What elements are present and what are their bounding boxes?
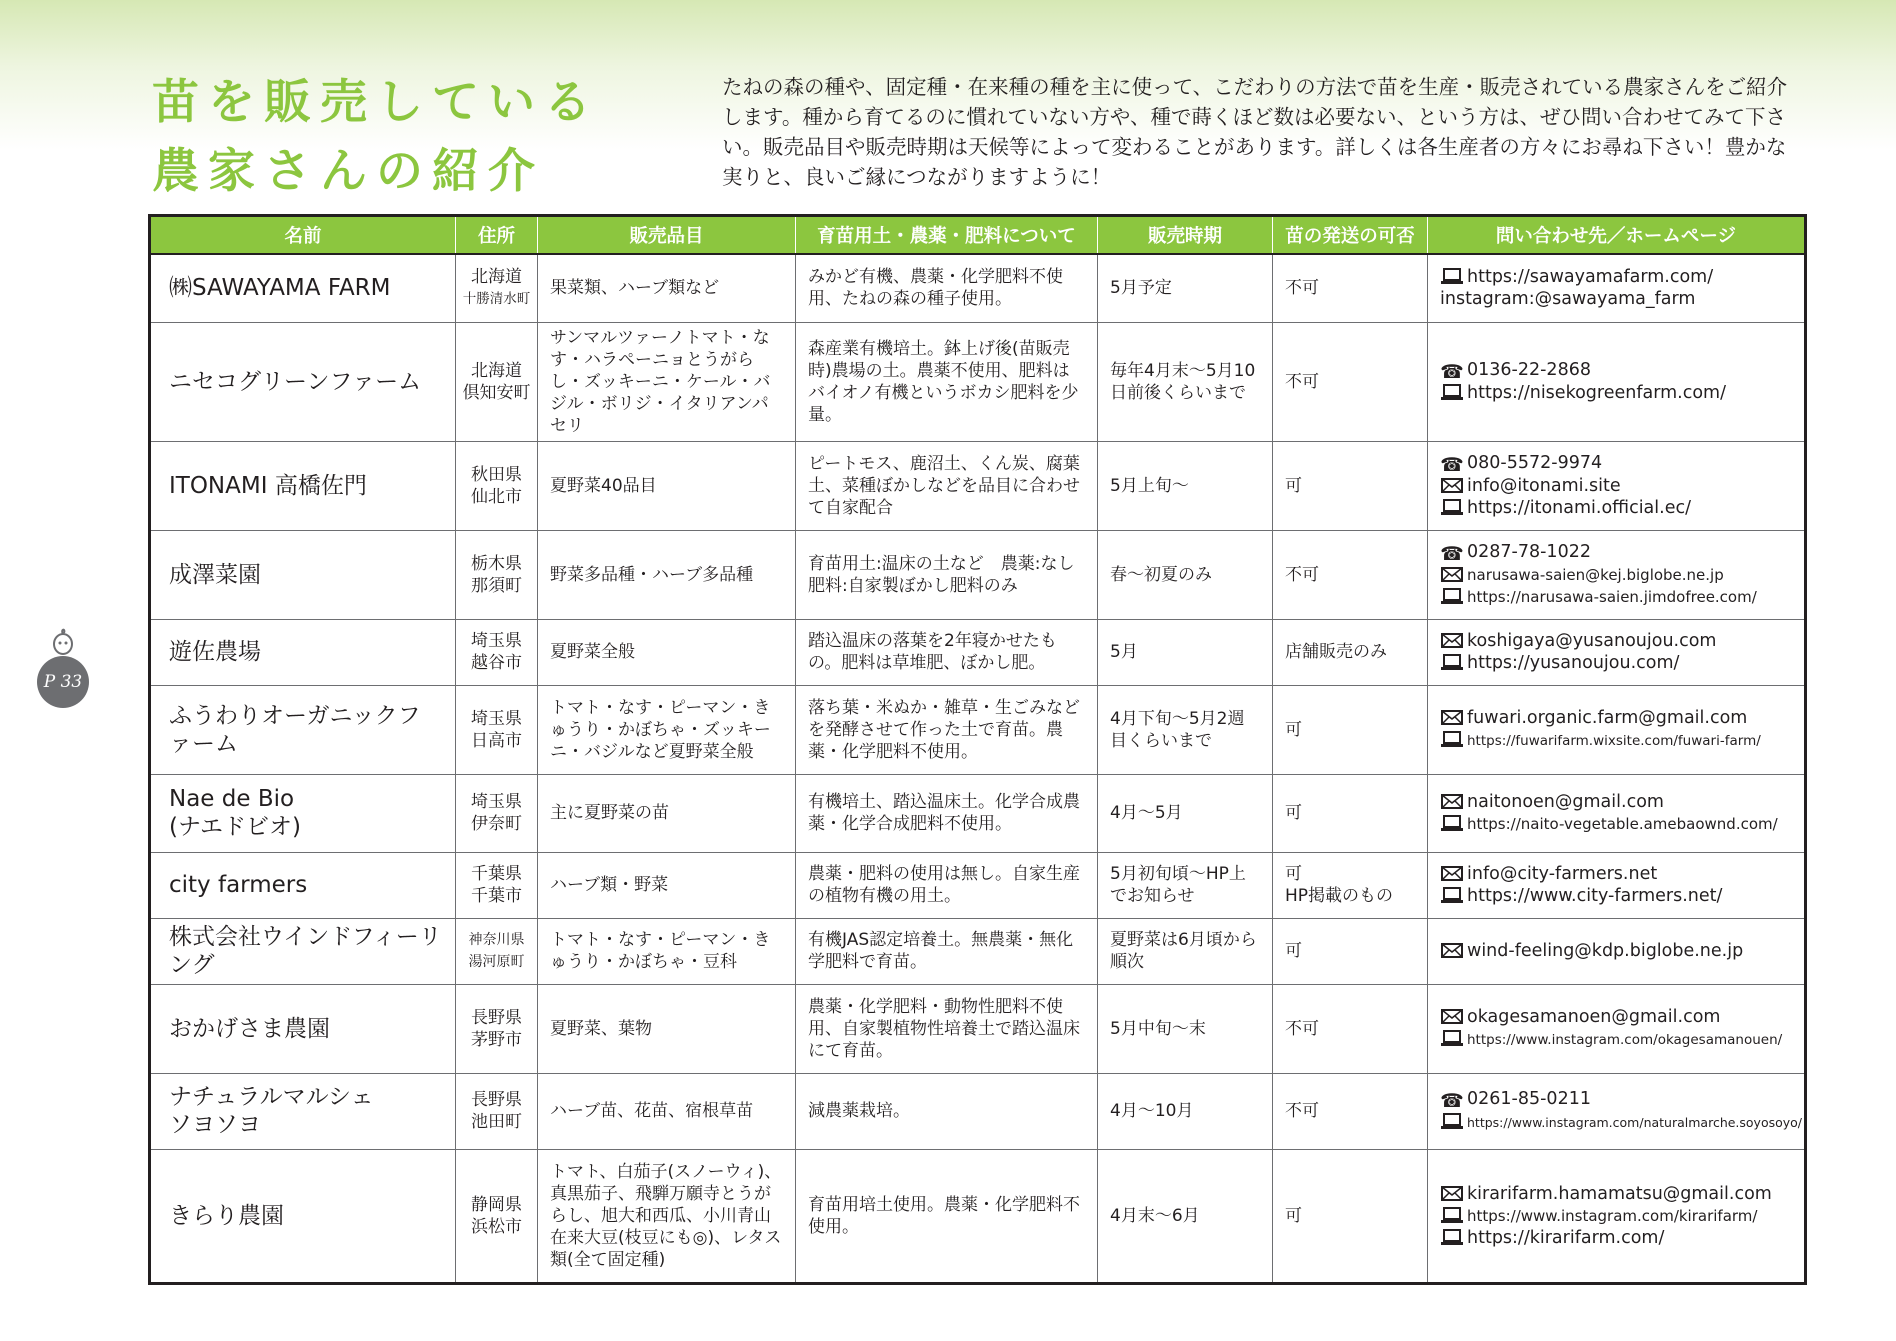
mail-icon [1440,565,1464,583]
shipping-availability: 可 [1273,441,1428,530]
website-link[interactable]: https://yusanoujou.com/ [1467,653,1680,673]
shipping-availability: 可 [1273,1149,1428,1283]
mail-icon [1440,941,1464,959]
sale-items: 夏野菜全般 [538,619,796,685]
table-row [150,685,1806,774]
email-address[interactable]: koshigaya@yusanoujou.com [1467,631,1717,651]
soil-info: 育苗用培土使用。農薬・化学肥料不使用。 [796,1149,1098,1283]
mail-icon [1440,792,1464,810]
sale-season: 毎年4月末～5月10日前後くらいまで [1098,322,1273,441]
contact-cell [1428,1073,1806,1149]
soil-info: 踏込温床の落葉を2年寝かせたもの。肥料は草堆肥、ぼかし肥。 [796,619,1098,685]
sale-items: 主に夏野菜の苗 [538,774,796,852]
farm-address: 長野県 茅野市 [456,984,538,1073]
email-address[interactable]: naitonoen@gmail.com [1467,792,1664,812]
sale-items: トマト、白茄子(スノーウィ)、真黒茄子、飛騨万願寺とうがらし、旭大和西瓜、小川青山在来大豆(枝豆にも◎)、レタス類(全て固定種) [538,1149,796,1283]
sale-items: サンマルツァーノトマト・なす・ハラペーニョとうがらし・ズッキーニ・ケール・バジル・ボリジ・イタリアンパセリ [538,322,796,441]
farm-address: 秋田県 仙北市 [456,441,538,530]
phone-icon: ☎ [1440,361,1464,383]
page-title-line-1: 苗を販売している [152,75,600,130]
farm-name: city farmers [150,852,456,918]
mail-icon [1440,708,1464,726]
soil-info: ピートモス、鹿沼土、くん炭、腐葉土、菜種ぼかしなどを品目に合わせて自家配合 [796,441,1098,530]
laptop-icon [1440,587,1464,605]
header-shipping: 苗の発送の可否 [1273,216,1428,255]
website-link[interactable]: https://fuwarifarm.wixsite.com/fuwari-farm/ [1467,733,1761,749]
mail-icon [1440,864,1464,882]
farm-address: 千葉県 千葉市 [456,852,538,918]
shipping-availability: 不可 [1273,1073,1428,1149]
sale-items: 夏野菜、葉物 [538,984,796,1073]
contact-cell [1428,322,1806,441]
phone-icon: ☎ [1440,1090,1464,1112]
farm-address: 長野県 池田町 [456,1073,538,1149]
website-link[interactable]: https://nisekogreenfarm.com/ [1467,383,1726,403]
sale-items: ハーブ類・野菜 [538,852,796,918]
contact-cell [1428,441,1806,530]
sale-season: 5月予定 [1098,254,1273,322]
shipping-availability: 可 [1273,918,1428,984]
website-link[interactable]: https://narusawa-saien.jimdofree.com/ [1467,588,1757,606]
laptop-icon [1440,267,1464,285]
phone-number[interactable]: 0261-85-0211 [1467,1089,1591,1109]
farm-name: 遊佐農場 [150,619,456,685]
sale-season: 夏野菜は6月頃から順次 [1098,918,1273,984]
table-row [150,852,1806,918]
sale-season: 5月中旬～末 [1098,984,1273,1073]
farm-address: 北海道 十勝清水町 [456,254,538,322]
farm-name: おかげさま農園 [150,984,456,1073]
table-row [150,530,1806,619]
phone-icon: ☎ [1440,454,1464,476]
laptop-icon [1440,730,1464,748]
laptop-icon [1440,886,1464,904]
table-row [150,1149,1806,1283]
soil-info: 農薬・肥料の使用は無し。自家生産の植物有機の用土。 [796,852,1098,918]
email-address[interactable]: kirarifarm.hamamatsu@gmail.com [1467,1183,1772,1204]
phone-number[interactable]: 0287-78-1022 [1467,542,1591,562]
table-row [150,918,1806,984]
email-address[interactable]: wind-feeling@kdp.biglobe.ne.jp [1467,941,1744,961]
page-number-badge [33,628,93,708]
table-row [150,619,1806,685]
laptop-icon [1440,1228,1464,1246]
website-link[interactable]: https://www.city-farmers.net/ [1467,886,1723,906]
shipping-availability: 店舗販売のみ [1273,619,1428,685]
farm-table [148,214,1807,1285]
sale-season: 5月 [1098,619,1273,685]
farm-address: 埼玉県 越谷市 [456,619,538,685]
sale-season: 春～初夏のみ [1098,530,1273,619]
website-link[interactable]: https://sawayamafarm.com/ [1467,267,1714,288]
header-name: 名前 [150,216,456,255]
farm-address: 栃木県 那須町 [456,530,538,619]
laptop-icon [1440,1206,1464,1224]
header-contact: 問い合わせ先／ホームページ [1428,216,1806,255]
farm-name: 成澤菜園 [150,530,456,619]
table-row [150,254,1806,322]
table-row [150,441,1806,530]
farm-address: 神奈川県 湯河原町 [456,918,538,984]
sale-season: 4月下旬～5月2週目くらいまで [1098,685,1273,774]
contact-cell [1428,254,1806,322]
shipping-availability: 可 [1273,685,1428,774]
website-link[interactable]: https://naito-vegetable.amebaownd.com/ [1467,815,1778,833]
soil-info: 農薬・化学肥料・動物性肥料不使用、自家製植物性培養土で踏込温床にて育苗。 [796,984,1098,1073]
laptop-icon [1440,498,1464,516]
contact-cell [1428,918,1806,984]
website-link[interactable]: https://www.instagram.com/okagesamanouen/ [1467,1032,1783,1048]
intro-paragraph: たねの森の種や、固定種・在来種の種を主に使って、こだわりの方法で苗を生産・販売されている農家さんをご紹介します。種から育てるのに慣れていない方や、種で蒔くほど数は必要ない、という方は、ぜひ問い合わせてみて下さい。販売品目や販売時期は天候等によって変わることがあります。詳しくは各生産者の方々にお尋ね下さい！豊かな実りと、良いご縁につながりますように！ [722,75,1788,189]
contact-cell [1428,852,1806,918]
sale-season: 5月上旬～ [1098,441,1273,530]
farm-address: 埼玉県 日高市 [456,685,538,774]
farm-name: 株式会社ウインドフィーリング [150,918,456,984]
table-row [150,774,1806,852]
header-address: 住所 [456,216,538,255]
sale-items: トマト・なす・ピーマン・きゅうり・かぼちゃ・豆科 [538,918,796,984]
laptop-icon [1440,1112,1464,1130]
shipping-availability: 不可 [1273,254,1428,322]
header-items: 販売品目 [538,216,796,255]
phone-number[interactable]: 0136-22-2868 [1467,360,1591,380]
mail-icon [1440,476,1464,494]
sale-items: 果菜類、ハーブ類など [538,254,796,322]
shipping-availability: 不可 [1273,984,1428,1073]
header-season: 販売時期 [1098,216,1273,255]
soil-info: 育苗用土:温床の土など 農薬:なし 肥料:自家製ぼかし肥料のみ [796,530,1098,619]
soil-info: 森産業有機培土。鉢上げ後(苗販売時)農場の土。農薬不使用、肥料はバイオノ有機というボカシ肥料を少量。 [796,322,1098,441]
email-address[interactable]: info@city-farmers.net [1467,864,1658,884]
contact-cell [1428,984,1806,1073]
phone-number[interactable]: 080-5572-9974 [1467,453,1603,473]
sale-items: 夏野菜40品目 [538,441,796,530]
website-link[interactable]: https://kirarifarm.com/ [1467,1227,1665,1248]
soil-info: 有機培土、踏込温床土。化学合成農薬・化学合成肥料不使用。 [796,774,1098,852]
mail-icon [1440,1184,1464,1202]
soil-info: 落ち葉・米ぬか・雑草・生ごみなどを発酵させて作った土で育苗。農薬・化学肥料不使用。 [796,685,1098,774]
mail-icon [1440,631,1464,649]
sale-season: 4月～5月 [1098,774,1273,852]
shipping-availability: 可 [1273,774,1428,852]
farm-name: ㈱SAWAYAMA FARM [150,254,456,322]
page-number: P 33 [37,656,89,708]
laptop-icon [1440,814,1464,832]
email-address[interactable]: fuwari.organic.farm@gmail.com [1467,708,1748,728]
farm-address: 埼玉県 伊奈町 [456,774,538,852]
page-title [152,68,600,206]
contact-cell [1428,774,1806,852]
email-address[interactable]: narusawa-saien@kej.biglobe.ne.jp [1467,566,1724,584]
table-row [150,1073,1806,1149]
shipping-availability: 不可 [1273,530,1428,619]
mail-icon [1440,1007,1464,1025]
table-header-row [150,216,1806,255]
farm-name: きらり農園 [150,1149,456,1283]
sale-items: トマト・なす・ピーマン・きゅうり・かぼちゃ・ズッキーニ・バジルなど夏野菜全般 [538,685,796,774]
website-link[interactable]: https://itonami.official.ec/ [1467,498,1691,518]
soil-info: みかど有機、農薬・化学肥料不使用、たねの森の種子使用。 [796,254,1098,322]
sale-items: 野菜多品種・ハーブ多品種 [538,530,796,619]
soil-info: 減農薬栽培。 [796,1073,1098,1149]
header-soil: 育苗用土・農薬・肥料について [796,216,1098,255]
sale-season: 4月～10月 [1098,1073,1273,1149]
sale-season: 5月初旬頃～HP上でお知らせ [1098,852,1273,918]
laptop-icon [1440,653,1464,671]
contact-cell [1428,685,1806,774]
farm-name: Nae de Bio (ナエドビオ) [150,774,456,852]
contact-cell [1428,1149,1806,1283]
contact-cell [1428,619,1806,685]
instagram-handle[interactable]: instagram:@sawayama_farm [1440,289,1696,310]
email-address[interactable]: okagesamanoen@gmail.com [1467,1007,1721,1027]
sale-items: ハーブ苗、花苗、宿根草苗 [538,1073,796,1149]
farm-address: 静岡県 浜松市 [456,1149,538,1283]
contact-cell [1428,530,1806,619]
table-row [150,984,1806,1073]
email-address[interactable]: info@itonami.site [1467,476,1621,496]
page-title-line-2: 農家さんの紹介 [152,144,544,199]
farm-address: 北海道 倶知安町 [456,322,538,441]
soil-info: 有機JAS認定培養土。無農薬・無化学肥料で育苗。 [796,918,1098,984]
website-link[interactable]: https://www.instagram.com/kirarifarm/ [1467,1206,1758,1225]
farm-name: ナチュラルマルシェ ソヨソヨ [150,1073,456,1149]
farm-name: ふうわりオーガニックファーム [150,685,456,774]
laptop-icon [1440,383,1464,401]
sale-season: 4月末～6月 [1098,1149,1273,1283]
laptop-icon [1440,1029,1464,1047]
phone-icon: ☎ [1440,543,1464,565]
farm-name: ITONAMI 高橋佐門 [150,441,456,530]
shipping-availability: 不可 [1273,322,1428,441]
website-link[interactable]: https://www.instagram.com/naturalmarche.soyosoyo/ [1467,1115,1803,1130]
mascot-icon [50,628,76,658]
farm-name: ニセコグリーンファーム [150,322,456,441]
table-row [150,322,1806,441]
shipping-availability: 可 HP掲載のもの [1273,852,1428,918]
